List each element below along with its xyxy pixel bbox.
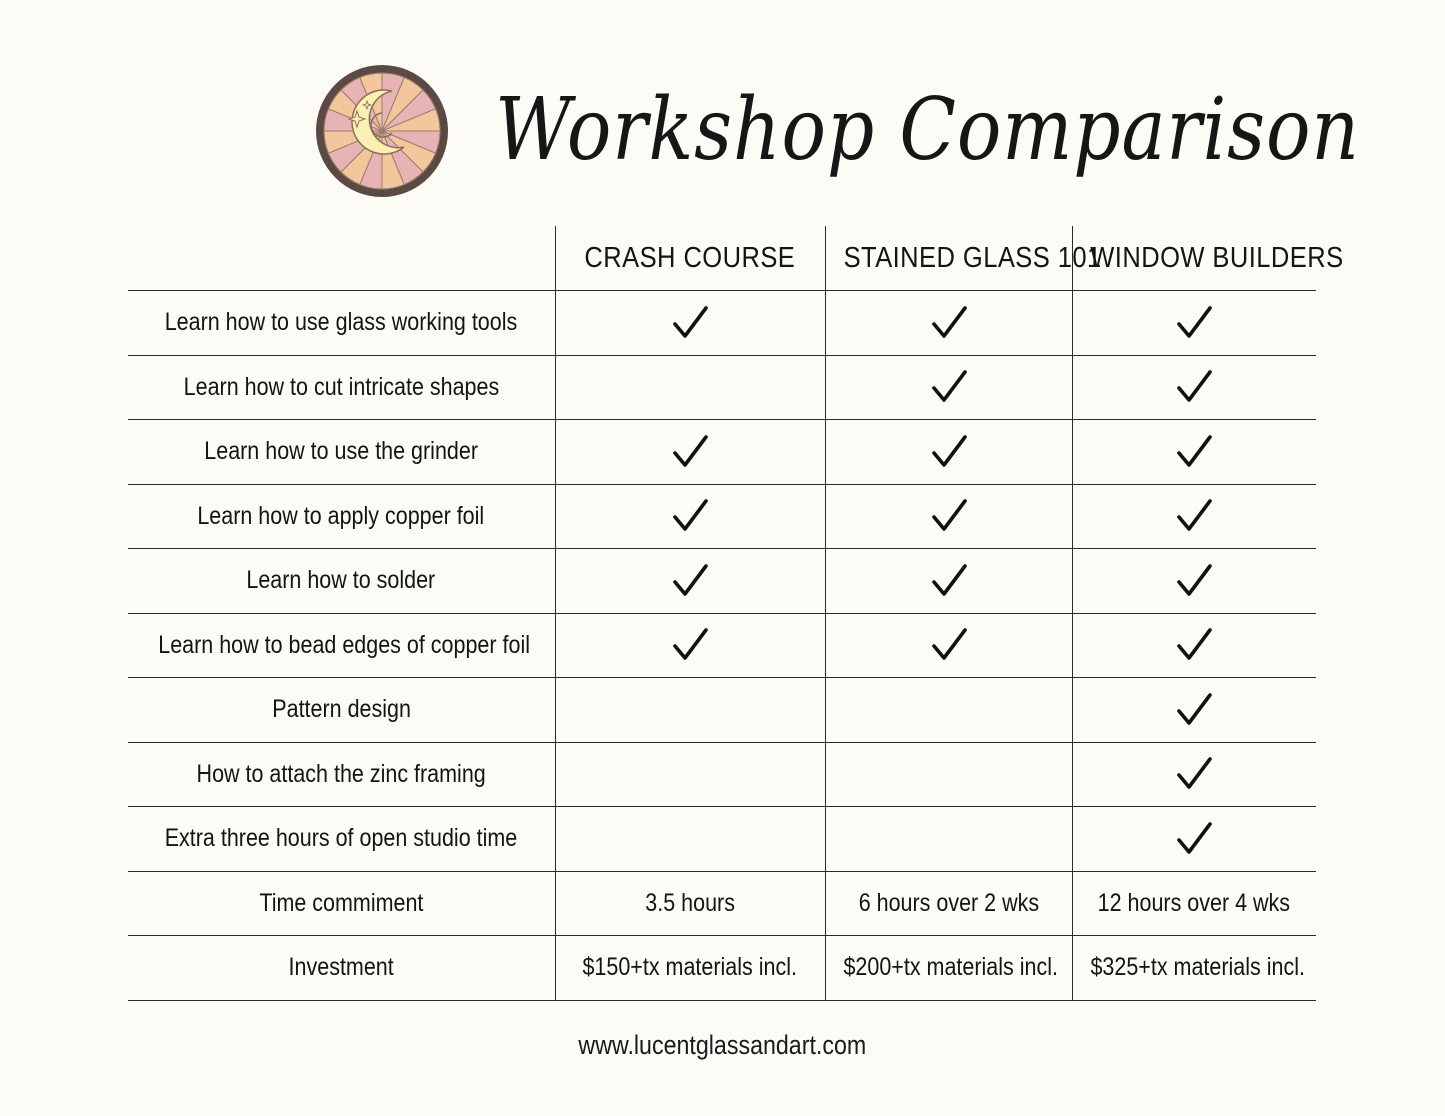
cell-crash-course bbox=[555, 420, 825, 485]
row-label: Pattern design bbox=[128, 678, 555, 743]
checkmark-icon bbox=[1174, 819, 1214, 859]
table-header-row bbox=[128, 226, 1316, 291]
cell-stained-glass-101: $200+tx materials incl. bbox=[825, 936, 1072, 1001]
checkmark-icon bbox=[1174, 690, 1214, 730]
checkmark-icon bbox=[1174, 754, 1214, 794]
cell-window-builders bbox=[1072, 807, 1316, 872]
row-label: Learn how to use glass working tools bbox=[128, 291, 555, 356]
cell-crash-course: 3.5 hours bbox=[555, 871, 825, 936]
cell-crash-course bbox=[555, 613, 825, 678]
row-label: Learn how to solder bbox=[128, 549, 555, 614]
table-row bbox=[128, 871, 1316, 936]
cell-crash-course: $150+tx materials incl. bbox=[555, 936, 825, 1001]
page-header bbox=[0, 55, 1445, 215]
row-label: Learn how to cut intricate shapes bbox=[128, 355, 555, 420]
table-row bbox=[128, 291, 1316, 356]
cell-window-builders bbox=[1072, 355, 1316, 420]
cell-window-builders: $325+tx materials incl. bbox=[1072, 936, 1316, 1001]
cell-window-builders bbox=[1072, 742, 1316, 807]
checkmark-icon bbox=[929, 496, 969, 536]
header-blank-cell bbox=[128, 226, 555, 291]
cell-stained-glass-101 bbox=[825, 807, 1072, 872]
table-row bbox=[128, 355, 1316, 420]
checkmark-icon bbox=[929, 625, 969, 665]
cell-window-builders bbox=[1072, 484, 1316, 549]
table-row bbox=[128, 484, 1316, 549]
checkmark-icon bbox=[929, 367, 969, 407]
cell-window-builders bbox=[1072, 420, 1316, 485]
cell-window-builders bbox=[1072, 291, 1316, 356]
cell-window-builders bbox=[1072, 549, 1316, 614]
table-row bbox=[128, 678, 1316, 743]
table-row bbox=[128, 742, 1316, 807]
row-label: Extra three hours of open studio time bbox=[128, 807, 555, 872]
stained-glass-moon-logo-icon bbox=[312, 61, 452, 201]
cell-crash-course bbox=[555, 549, 825, 614]
checkmark-icon bbox=[670, 432, 710, 472]
cell-window-builders: 12 hours over 4 wks bbox=[1072, 871, 1316, 936]
checkmark-icon bbox=[670, 625, 710, 665]
cell-crash-course bbox=[555, 678, 825, 743]
cell-stained-glass-101 bbox=[825, 678, 1072, 743]
checkmark-icon bbox=[929, 432, 969, 472]
table-row bbox=[128, 549, 1316, 614]
cell-stained-glass-101: 6 hours over 2 wks bbox=[825, 871, 1072, 936]
row-label: How to attach the zinc framing bbox=[128, 742, 555, 807]
cell-crash-course bbox=[555, 291, 825, 356]
cell-stained-glass-101 bbox=[825, 549, 1072, 614]
table-row bbox=[128, 807, 1316, 872]
row-label: Investment bbox=[128, 936, 555, 1001]
cell-window-builders bbox=[1072, 613, 1316, 678]
checkmark-icon bbox=[1174, 367, 1214, 407]
table-row bbox=[128, 420, 1316, 485]
checkmark-icon bbox=[1174, 561, 1214, 601]
cell-crash-course bbox=[555, 355, 825, 420]
checkmark-icon bbox=[1174, 303, 1214, 343]
table-row bbox=[128, 936, 1316, 1001]
cell-crash-course bbox=[555, 807, 825, 872]
cell-stained-glass-101 bbox=[825, 355, 1072, 420]
page-title: Workshop Comparison bbox=[495, 80, 1360, 180]
column-header-window-builders: WINDOW BUILDERS bbox=[1072, 226, 1316, 291]
row-label: Time commiment bbox=[128, 871, 555, 936]
column-header-crash-course: CRASH COURSE bbox=[555, 226, 825, 291]
checkmark-icon bbox=[670, 496, 710, 536]
column-header-stained-glass-101: STAINED GLASS 101 bbox=[825, 226, 1072, 291]
row-label: Learn how to bead edges of copper foil bbox=[128, 613, 555, 678]
checkmark-icon bbox=[929, 561, 969, 601]
row-label: Learn how to apply copper foil bbox=[128, 484, 555, 549]
table-row bbox=[128, 613, 1316, 678]
cell-stained-glass-101 bbox=[825, 484, 1072, 549]
row-label: Learn how to use the grinder bbox=[128, 420, 555, 485]
checkmark-icon bbox=[1174, 625, 1214, 665]
cell-stained-glass-101 bbox=[825, 742, 1072, 807]
checkmark-icon bbox=[1174, 496, 1214, 536]
cell-window-builders bbox=[1072, 678, 1316, 743]
checkmark-icon bbox=[670, 561, 710, 601]
checkmark-icon bbox=[670, 303, 710, 343]
cell-crash-course bbox=[555, 742, 825, 807]
cell-stained-glass-101 bbox=[825, 291, 1072, 356]
cell-stained-glass-101 bbox=[825, 613, 1072, 678]
cell-crash-course bbox=[555, 484, 825, 549]
checkmark-icon bbox=[1174, 432, 1214, 472]
website-url: www.lucentglassandart.com bbox=[578, 1030, 867, 1060]
cell-stained-glass-101 bbox=[825, 420, 1072, 485]
checkmark-icon bbox=[929, 303, 969, 343]
comparison-table bbox=[128, 226, 1344, 1001]
